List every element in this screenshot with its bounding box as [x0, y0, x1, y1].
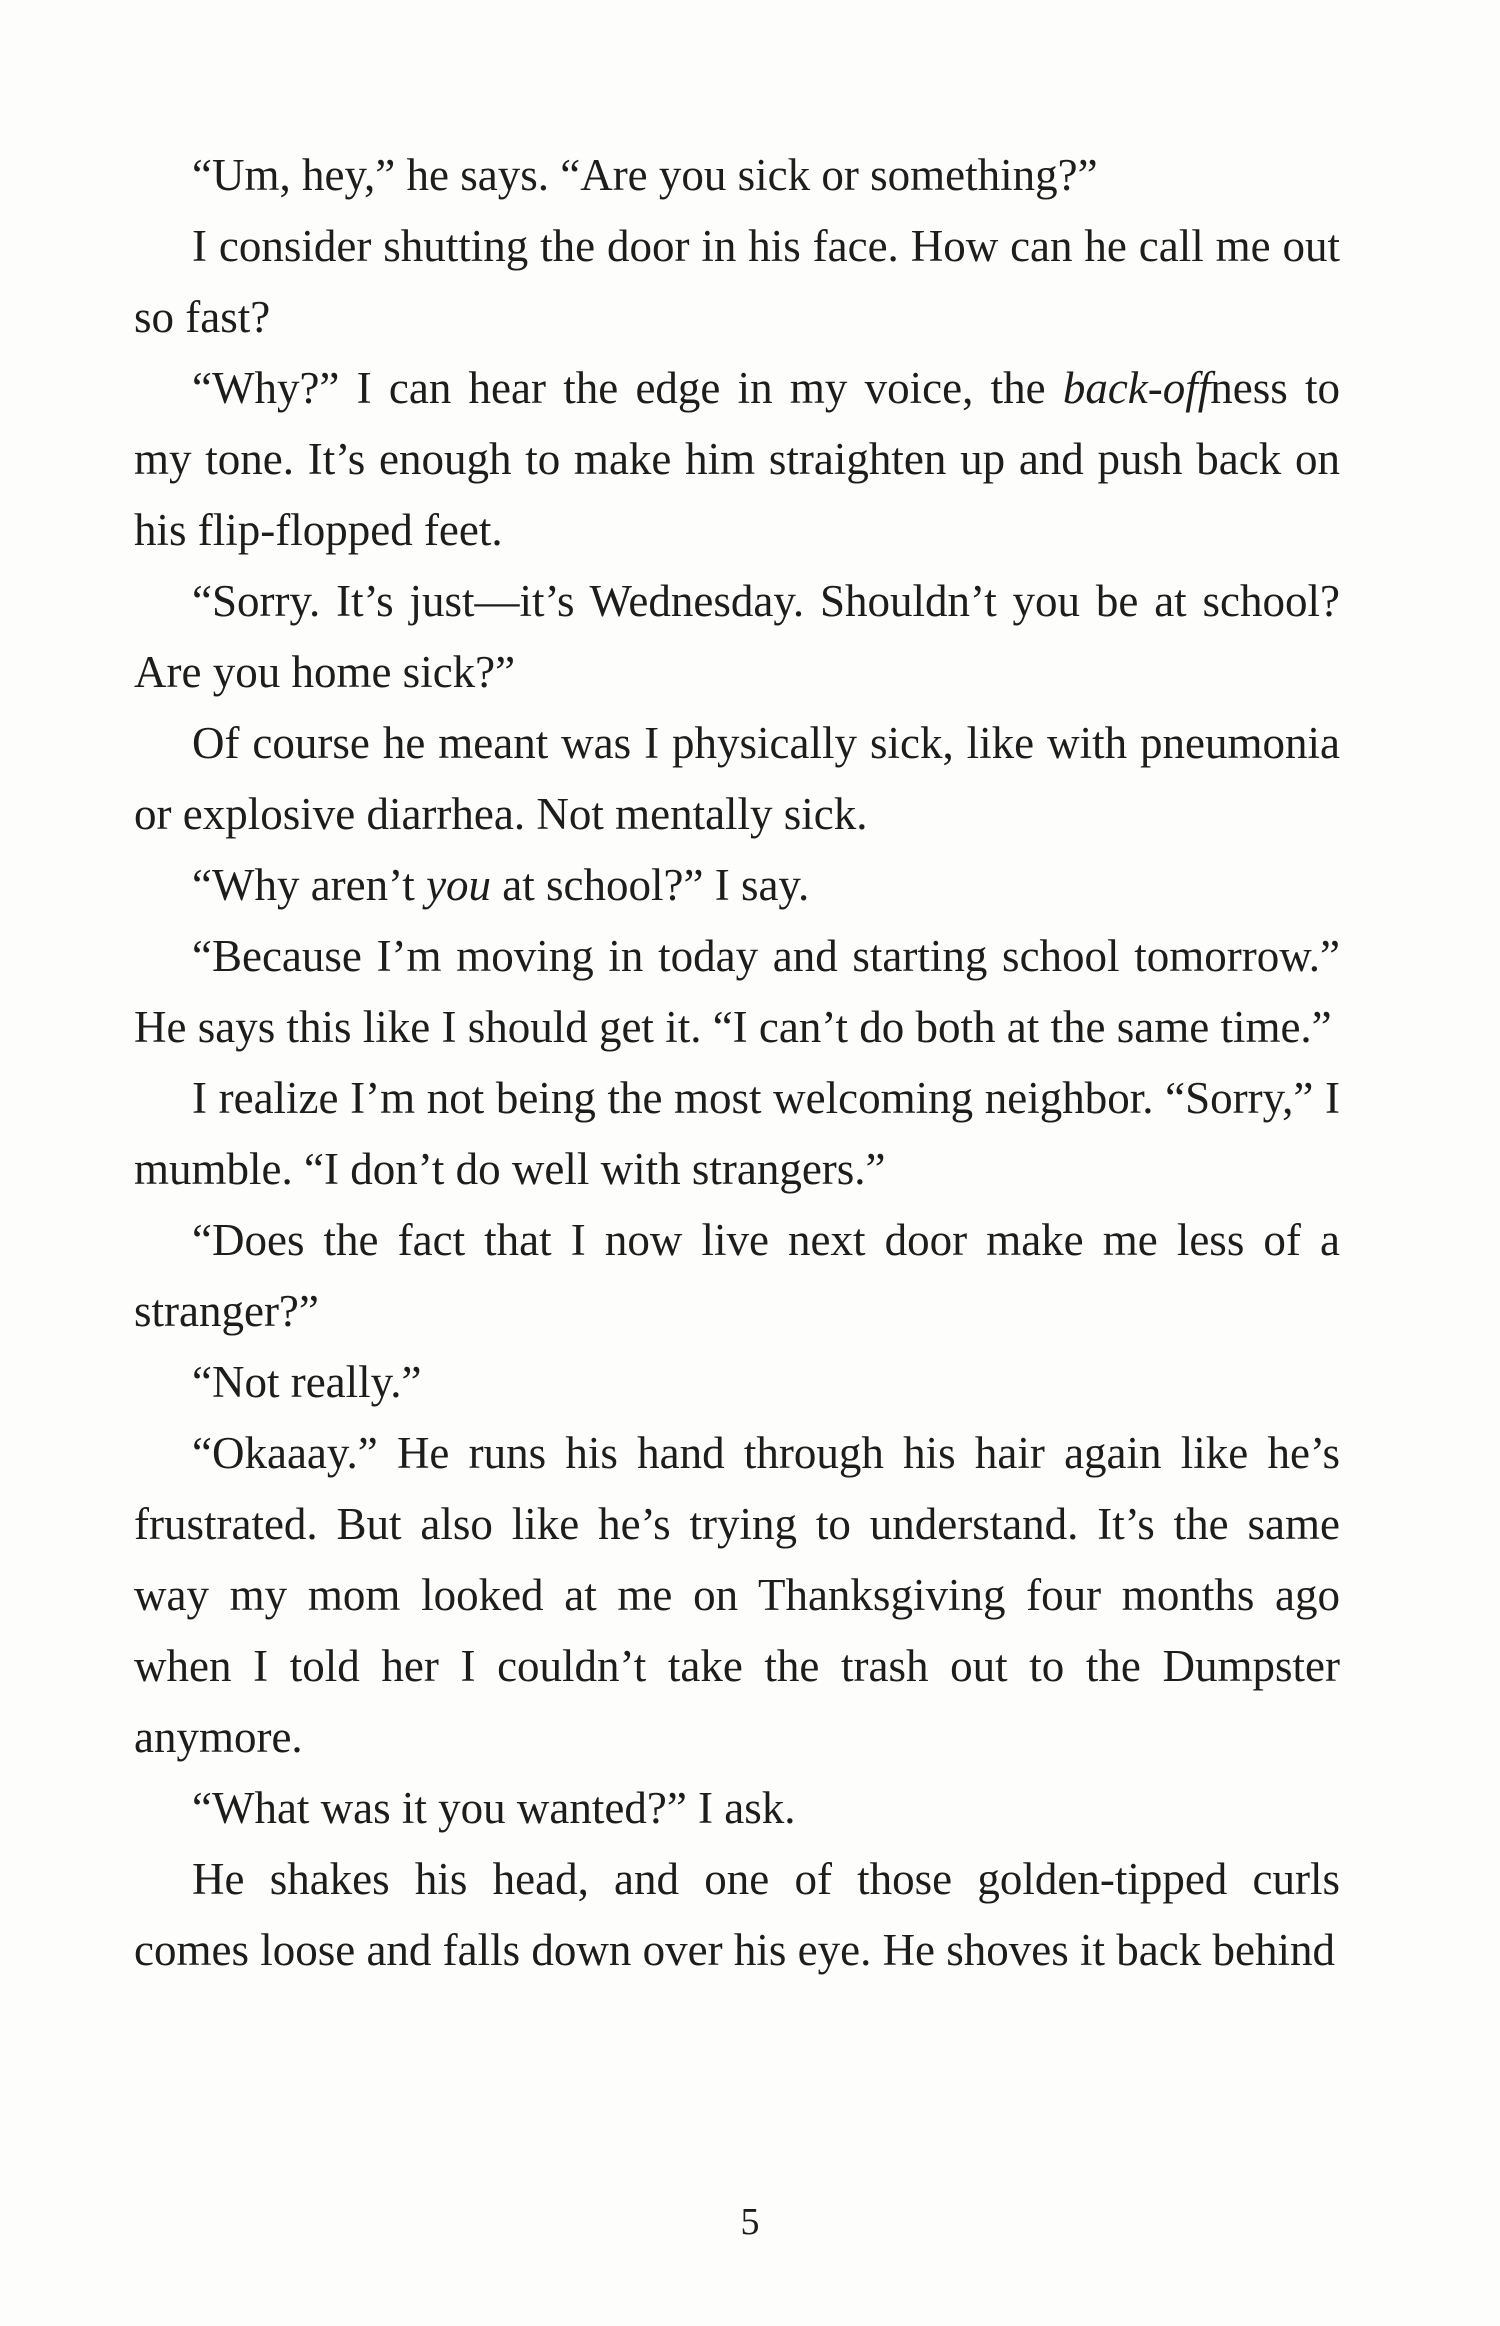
emphasis-back-off: back-off [1062, 363, 1211, 413]
paragraph-1: “Um, hey,” he says. “Are you sick or something?” [192, 150, 1098, 200]
paragraph-3: “Why?” I can hear the edge in my voice, the back-offness to my tone. It’s enough to make him straighten up and push back on his flip-flopped feet. [134, 363, 1341, 555]
paragraph-4: “Sorry. It’s just—it’s Wednesday. Shouldn’t you be at school? Are you home sick?” [134, 576, 1340, 697]
paragraph-7: “Because I’m moving in today and starting school tomorrow.” He says this like I should get it. “I can’t do both at the same time.” [134, 931, 1340, 1052]
paragraph-11: “Okaaay.” He runs his hand through his hair again like he’s frustrated. But also like he’s trying to understand. It’s the same way my mom looked at me on Thanksgiving four months ago when I told her I couldn’t take the trash out to the Dumpster anymore. [134, 1428, 1340, 1762]
paragraph-9: “Does the fact that I now live next door make me less of a stranger?” [134, 1215, 1340, 1336]
paragraph-13: He shakes his head, and one of those golden-tipped curls comes loose and falls down over his eye. He shoves it back behind [134, 1854, 1340, 1975]
paragraph-12: “What was it you wanted?” I ask. [192, 1783, 796, 1833]
body-text [134, 140, 1340, 1986]
paragraph-8: I realize I’m not being the most welcoming neighbor. “Sorry,” I mumble. “I don’t do well with strangers.” [134, 1073, 1340, 1194]
emphasis-you: you [426, 860, 492, 910]
paragraph-10: “Not really.” [192, 1357, 422, 1407]
paragraph-6: “Why aren’t you at school?” I say. [192, 860, 810, 910]
paragraph-2: I consider shutting the door in his face. How can he call me out so fast? [134, 221, 1340, 342]
page-number: 5 [740, 2201, 760, 2243]
paragraph-5: Of course he meant was I physically sick, like with pneumonia or explosive diarrhea. Not mentally sick. [134, 718, 1340, 839]
